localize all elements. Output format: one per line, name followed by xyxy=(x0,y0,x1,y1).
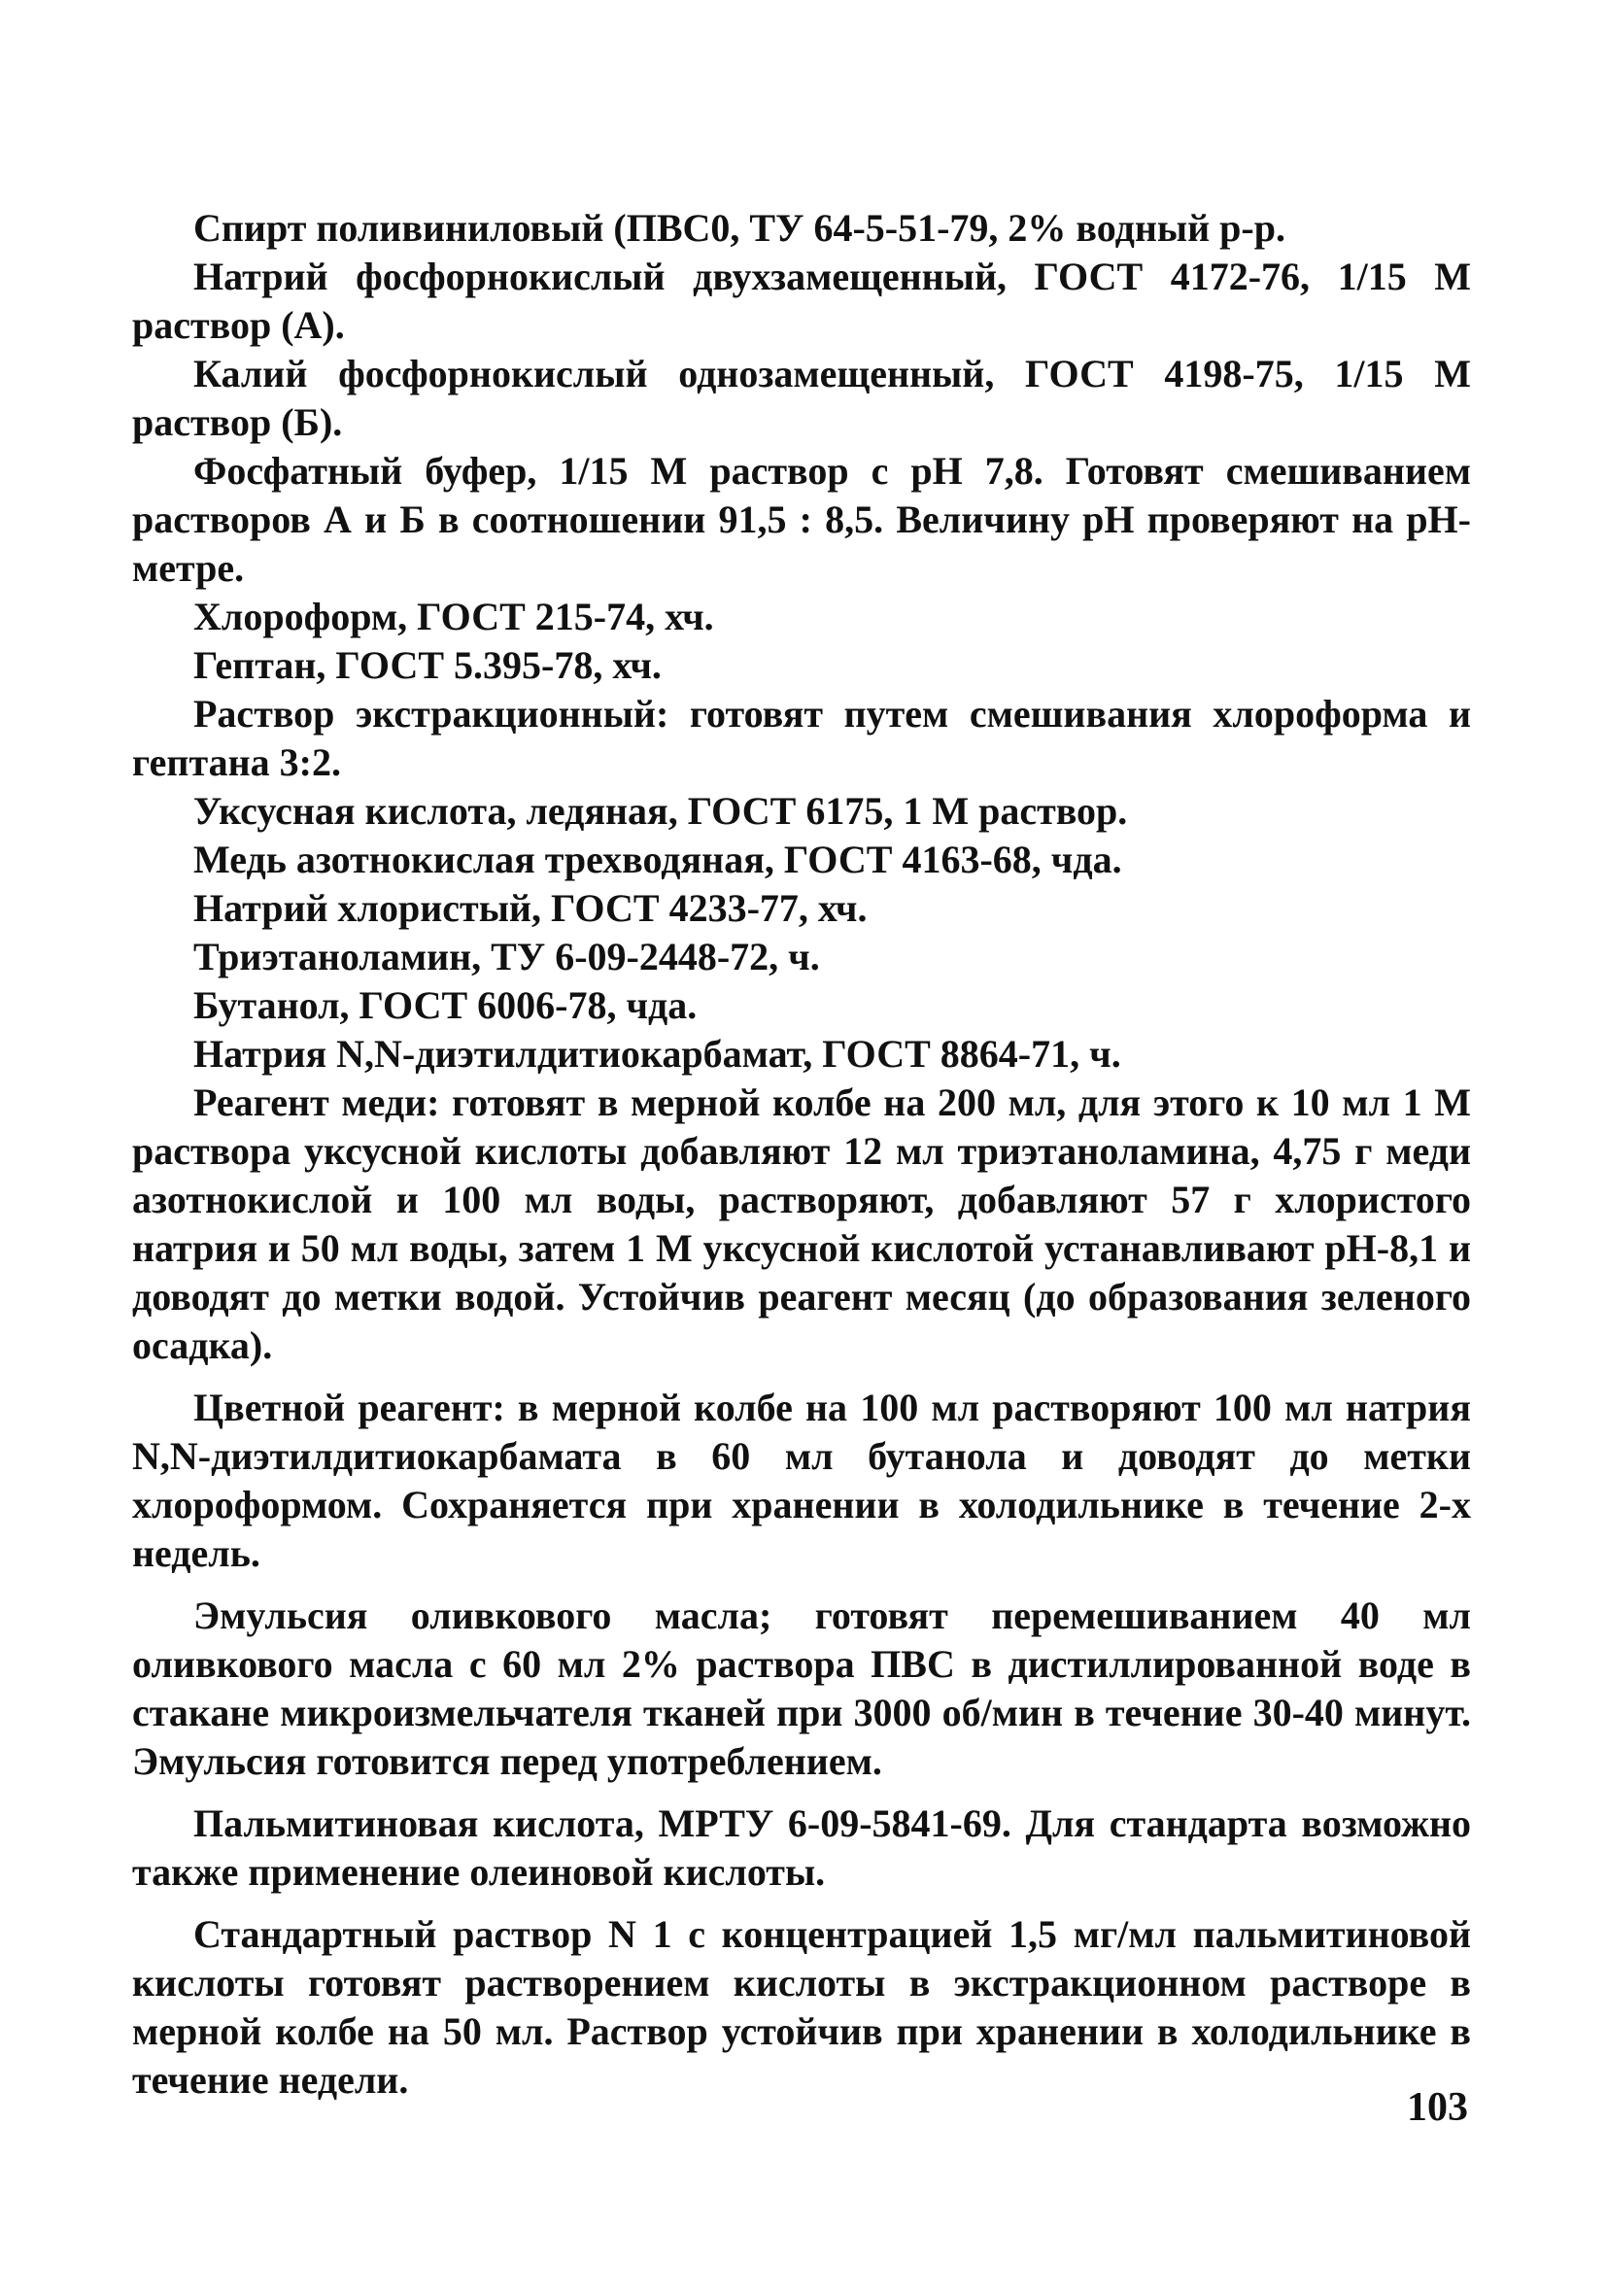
paragraph-phosphate-buffer: Фосфатный буфер, 1/15 М раствор с pH 7,8. Готовят смешиванием растворов А и Б в соотношении 91,5 : 8,5. Величину pH проверяют на pH-метре. xyxy=(132,449,1471,590)
page-body xyxy=(132,204,1471,2105)
paragraph-color-reagent: Цветной реагент: в мерной колбе на 100 мл растворяют 100 мл натрия N,N-диэтилдитиокарбамата в 60 мл бутанола и доводят до метки хлороформом. Сохраняется при хранении в холодильнике в течение 2-х недель. xyxy=(132,1386,1471,1575)
page-number: 103 xyxy=(1407,2085,1468,2130)
paragraph-butanol: Бутанол, ГОСТ 6006-78, чда. xyxy=(193,983,698,1027)
paragraph-acetic-acid: Уксусная кислота, ледяная, ГОСТ 6175, 1 М раствор. xyxy=(193,789,1128,833)
paragraph-pvs: Спирт поливиниловый (ПВС0, ТУ 64-5-51-79, 2% водный р-р. xyxy=(193,206,1285,250)
paragraph-dithiocarbamate: Натрия N,N-диэтилдитиокарбамат, ГОСТ 8864-71, ч. xyxy=(193,1032,1121,1076)
paragraph-olive-oil-emulsion: Эмульсия оливкового масла; готовят перемешиванием 40 мл оливкового масла с 60 мл 2% раствора ПВС в дистиллированной воде в стакане микроизмельчателя тканей при 3000 об/мин в течение 30-40 минут. Эмульсия готовится перед употреблением. xyxy=(132,1593,1471,1783)
paragraph-palmitic-acid: Пальмитиновая кислота, МРТУ 6-09-5841-69. Для стандарта возможно также применение олеиновой кислоты. xyxy=(132,1801,1471,1894)
paragraph-sodium-phosphate: Натрий фосфорнокислый двухзамещенный, ГОСТ 4172-76, 1/15 М раствор (А). xyxy=(132,255,1471,347)
paragraph-potassium-phosphate: Калий фосфорнокислый однозамещенный, ГОСТ 4198-75, 1/15 М раствор (Б). xyxy=(132,352,1471,444)
paragraph-standard-solution: Стандартный раствор N 1 с концентрацией 1,5 мг/мл пальмитиновой кислоты готовят растворением кислоты в экстракционном растворе в мерной колбе на 50 мл. Раствор устойчив при хранении в холодильнике в течение недели. xyxy=(132,1912,1471,2102)
paragraph-heptane: Гептан, ГОСТ 5.395-78, хч. xyxy=(193,643,662,687)
paragraph-sodium-chloride: Натрий хлористый, ГОСТ 4233-77, хч. xyxy=(193,886,868,930)
paragraph-extraction-solution: Раствор экстракционный: готовят путем смешивания хлороформа и гептана 3:2. xyxy=(132,692,1471,784)
paragraph-chloroform: Хлороформ, ГОСТ 215-74, хч. xyxy=(193,595,714,638)
paragraph-copper-reagent: Реагент меди: готовят в мерной колбе на 200 мл, для этого к 10 мл 1 М раствора уксусной кислоты добавляют 12 мл триэтаноламина, 4,75 г меди азотнокислой и 100 мл воды, растворяют, добавляют 57 г хлористого натрия и 50 мл воды, затем 1 М уксусной кислотой устанавливают pH-8,1 и доводят до метки водой. Устойчив реагент месяц (до образования зеленого осадка). xyxy=(132,1080,1471,1367)
paragraph-copper-nitrate: Медь азотнокислая трехводяная, ГОСТ 4163-68, чда. xyxy=(193,838,1122,881)
paragraph-triethanolamine: Триэтаноламин, ТУ 6-09-2448-72, ч. xyxy=(193,935,820,978)
